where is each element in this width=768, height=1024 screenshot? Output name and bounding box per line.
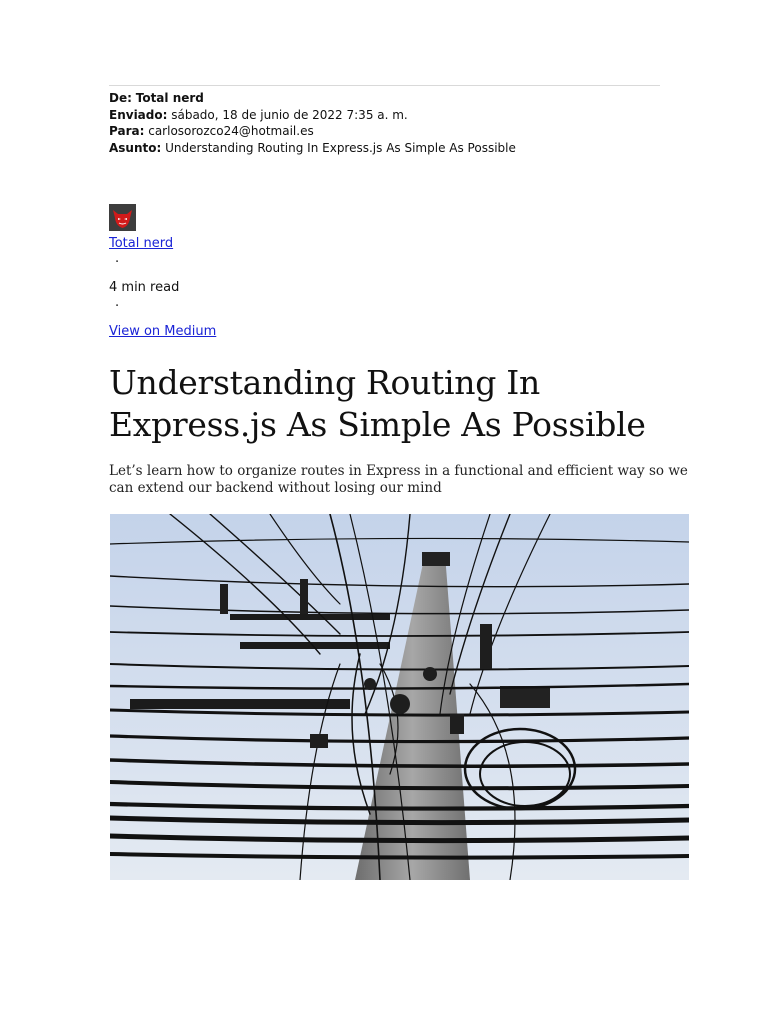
devil-avatar-icon bbox=[109, 204, 136, 231]
sent-row bbox=[109, 107, 516, 124]
subject-label: Asunto: bbox=[109, 140, 162, 155]
email-header bbox=[109, 90, 516, 156]
to-value: carlosorozco24@hotmail.es bbox=[148, 124, 314, 139]
to-label: Para: bbox=[109, 124, 145, 139]
header-divider bbox=[109, 85, 660, 86]
view-on-medium-link[interactable]: View on Medium bbox=[109, 324, 217, 339]
author-link[interactable]: Total nerd bbox=[109, 236, 174, 251]
article-subtitle: Let’s learn how to organize routes in Express in a functional and efficient way so we can extend our backend without losing our mind bbox=[109, 463, 688, 496]
read-time: 4 min read bbox=[109, 280, 180, 295]
from-row bbox=[109, 90, 516, 107]
subject-row bbox=[109, 140, 516, 157]
hero-image-power-pole-wires bbox=[110, 514, 689, 880]
sent-label: Enviado: bbox=[109, 107, 168, 122]
from-label: De: bbox=[109, 91, 132, 105]
sent-value: sábado, 18 de junio de 2022 7:35 a. m. bbox=[171, 107, 408, 122]
subject-value: Understanding Routing In Express.js As Simple As Possible bbox=[165, 140, 516, 155]
to-row bbox=[109, 123, 516, 140]
separator-dot: · bbox=[115, 299, 120, 314]
author-avatar[interactable] bbox=[109, 204, 136, 231]
from-value: Total nerd bbox=[135, 91, 204, 105]
article-title: Understanding Routing In Express.js As Simple As Possible bbox=[109, 363, 646, 444]
separator-dot: · bbox=[115, 255, 120, 270]
